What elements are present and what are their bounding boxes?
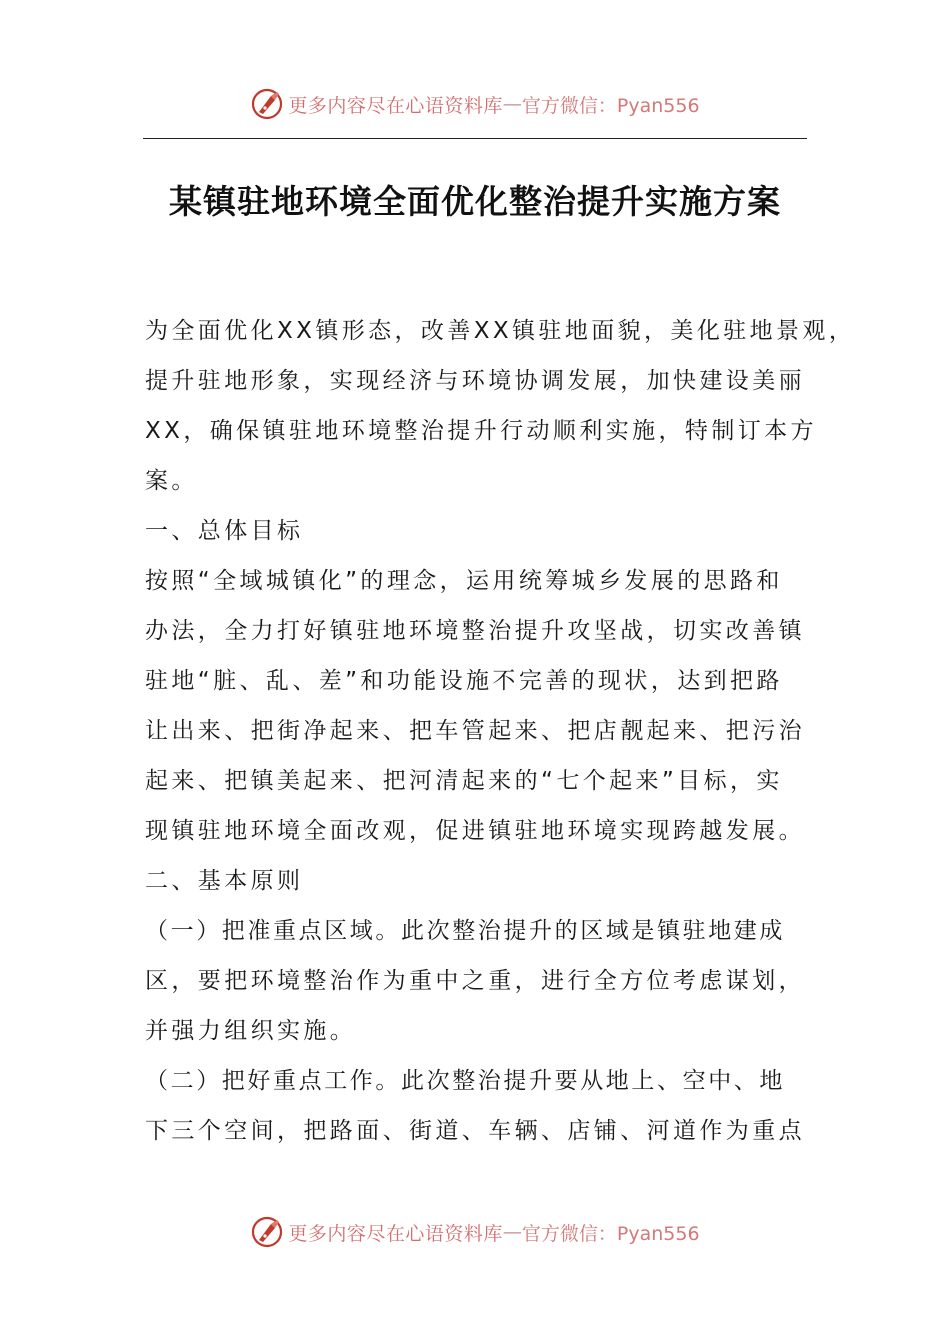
body-line: （二）把好重点工作。此次整治提升要从地上、空中、地: [145, 1068, 785, 1094]
body-line: 为全面优化XX镇形态，改善XX镇驻地面貌，美化驻地景观，: [145, 318, 856, 344]
document-body: [145, 306, 856, 1156]
watermark-contact: 官方微信：Pyan556: [521, 94, 700, 117]
pen-nib-logo-icon: [250, 1215, 284, 1249]
body-line: 办法，全力打好镇驻地环境整治提升攻坚战，切实改善镇: [145, 618, 805, 644]
section-heading: 一、总体目标: [145, 518, 304, 544]
body-line: 让出来、把街净起来、把车管起来、把店靓起来、把污治: [145, 718, 805, 744]
watermark-text: 更多内容尽在心语资料库: [288, 1222, 503, 1245]
body-line: 起来、把镇美起来、把河清起来的“七个起来”目标，实: [145, 768, 783, 794]
body-line: 案。: [145, 468, 198, 494]
footer-watermark-banner: [0, 1212, 950, 1252]
watermark-text: 更多内容尽在心语资料库: [288, 94, 503, 117]
body-line: XX，确保镇驻地环境整治提升行动顺利实施，特制订本方: [145, 418, 817, 444]
body-line: 下三个空间，把路面、街道、车辆、店铺、河道作为重点: [145, 1118, 805, 1144]
header-divider: [143, 138, 807, 139]
document-title: 某镇驻地环境全面优化整治提升实施方案: [169, 182, 781, 221]
body-line: 并强力组织实施。: [145, 1018, 357, 1044]
header-watermark-banner: [0, 84, 950, 124]
watermark-separator: —: [502, 93, 522, 115]
body-line: 提升驻地形象，实现经济与环境协调发展，加快建设美丽: [145, 368, 805, 394]
body-line: 区，要把环境整治作为重中之重，进行全方位考虑谋划，: [145, 968, 805, 994]
pen-nib-logo-icon: [250, 87, 284, 121]
watermark-contact: 官方微信：Pyan556: [521, 1222, 700, 1245]
body-line: 驻地“脏、乱、差”和功能设施不完善的现状，达到把路: [145, 668, 783, 694]
watermark-separator: —: [502, 1221, 522, 1243]
section-heading: 二、基本原则: [145, 868, 304, 894]
body-line: 现镇驻地环境全面改观，促进镇驻地环境实现跨越发展。: [145, 818, 805, 844]
body-line: （一）把准重点区域。此次整治提升的区域是镇驻地建成: [145, 918, 785, 944]
body-line: 按照“全域城镇化”的理念，运用统筹城乡发展的思路和: [145, 568, 783, 594]
